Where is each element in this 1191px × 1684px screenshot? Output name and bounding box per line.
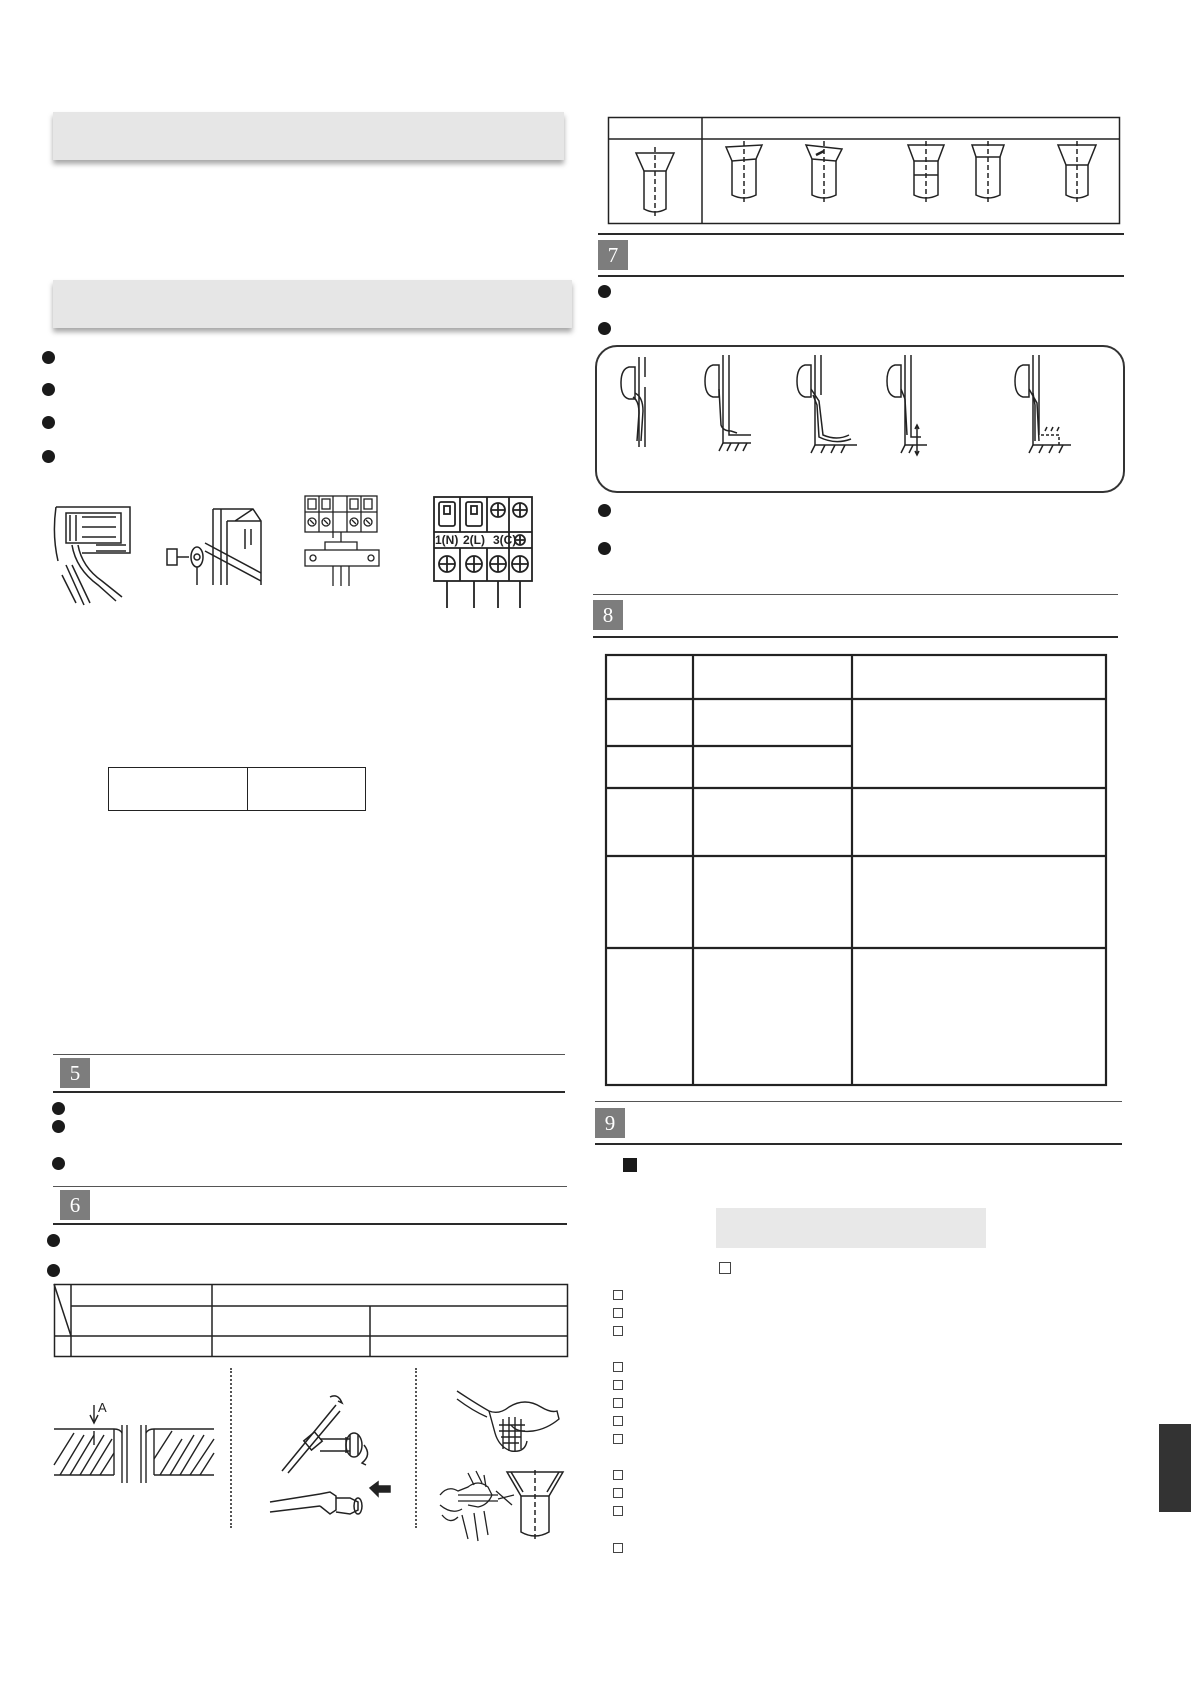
checkbox[interactable]	[613, 1434, 623, 1444]
section-9-number: 9	[595, 1108, 625, 1138]
bullet	[598, 542, 611, 555]
flare-table	[54, 1284, 568, 1357]
dotted-divider	[415, 1368, 417, 1528]
flare-check-table-drawing	[608, 117, 1120, 224]
bullet	[42, 450, 55, 463]
flare-table-grid	[54, 1284, 568, 1357]
small-table	[108, 767, 366, 811]
bullet	[598, 322, 611, 335]
terminal-label-2l: 2(L)	[463, 533, 485, 547]
terminal-block-drawing	[433, 496, 533, 608]
terminal-label-1n: 1(N)	[435, 533, 459, 547]
terminal-label-3c: 3(C)	[493, 533, 517, 547]
bullet	[47, 1234, 60, 1247]
header-bar-2	[53, 280, 572, 328]
section-8-bottom-rule	[593, 636, 1118, 638]
bullet	[42, 383, 55, 396]
indoor-unit-wiring-illustration	[52, 505, 132, 610]
bullet	[42, 416, 55, 429]
bullet	[47, 1264, 60, 1277]
small-table-cell	[109, 768, 248, 811]
checkbox[interactable]	[613, 1362, 623, 1372]
troubleshooting-table	[605, 654, 1107, 1086]
section-6-bottom-rule	[53, 1223, 567, 1225]
bullet	[42, 351, 55, 364]
section-5-number: 5	[60, 1058, 90, 1088]
checkbox[interactable]	[613, 1290, 623, 1300]
section-8-top-rule	[593, 594, 1118, 595]
bullet	[598, 285, 611, 298]
section-5-top-rule	[53, 1054, 565, 1055]
section-6-number: 6	[60, 1190, 90, 1220]
bullet	[52, 1157, 65, 1170]
checkbox[interactable]	[613, 1488, 623, 1498]
checkbox[interactable]	[613, 1506, 623, 1516]
page-side-tab	[1159, 1424, 1191, 1512]
checkbox[interactable]	[613, 1326, 623, 1336]
checkbox[interactable]	[613, 1543, 623, 1553]
square-bullet	[623, 1158, 637, 1172]
section-7-top-rule	[598, 233, 1124, 235]
terminal-strip-illustration	[303, 494, 383, 589]
clearance-label: A	[98, 1400, 107, 1415]
bullet	[52, 1102, 65, 1115]
checkbox[interactable]	[613, 1416, 623, 1426]
troubleshooting-table-grid	[605, 654, 1107, 1086]
small-table-cell	[248, 768, 366, 811]
checkbox[interactable]	[613, 1308, 623, 1318]
section-7-number: 7	[598, 240, 628, 270]
bullet	[598, 504, 611, 517]
flare-check-table	[608, 117, 1120, 224]
bullet	[52, 1120, 65, 1133]
ground-screw-illustration	[165, 505, 265, 595]
section-9-bottom-rule	[595, 1143, 1122, 1145]
section-6-top-rule	[53, 1186, 567, 1187]
section-9-top-rule	[595, 1101, 1122, 1102]
drain-hose-diagrams	[595, 345, 1121, 489]
gray-label-bar	[716, 1208, 986, 1248]
header-bar-1	[53, 112, 564, 160]
flared-pipe-illustration	[505, 1470, 565, 1542]
terminal-block	[433, 496, 533, 582]
pipe-insert-illustration	[270, 1480, 390, 1530]
checkbox[interactable]	[613, 1470, 623, 1480]
checkbox[interactable]	[719, 1262, 731, 1274]
hand-holding-nut-illustration	[455, 1385, 565, 1460]
checkbox[interactable]	[613, 1398, 623, 1408]
flare-clearance-illustration	[54, 1395, 214, 1485]
section-7-bottom-rule	[598, 275, 1124, 277]
flaring-tool-illustration	[280, 1385, 380, 1475]
dotted-divider	[230, 1368, 232, 1528]
section-5-bottom-rule	[53, 1091, 565, 1093]
section-8-number: 8	[593, 600, 623, 630]
checkbox[interactable]	[613, 1380, 623, 1390]
